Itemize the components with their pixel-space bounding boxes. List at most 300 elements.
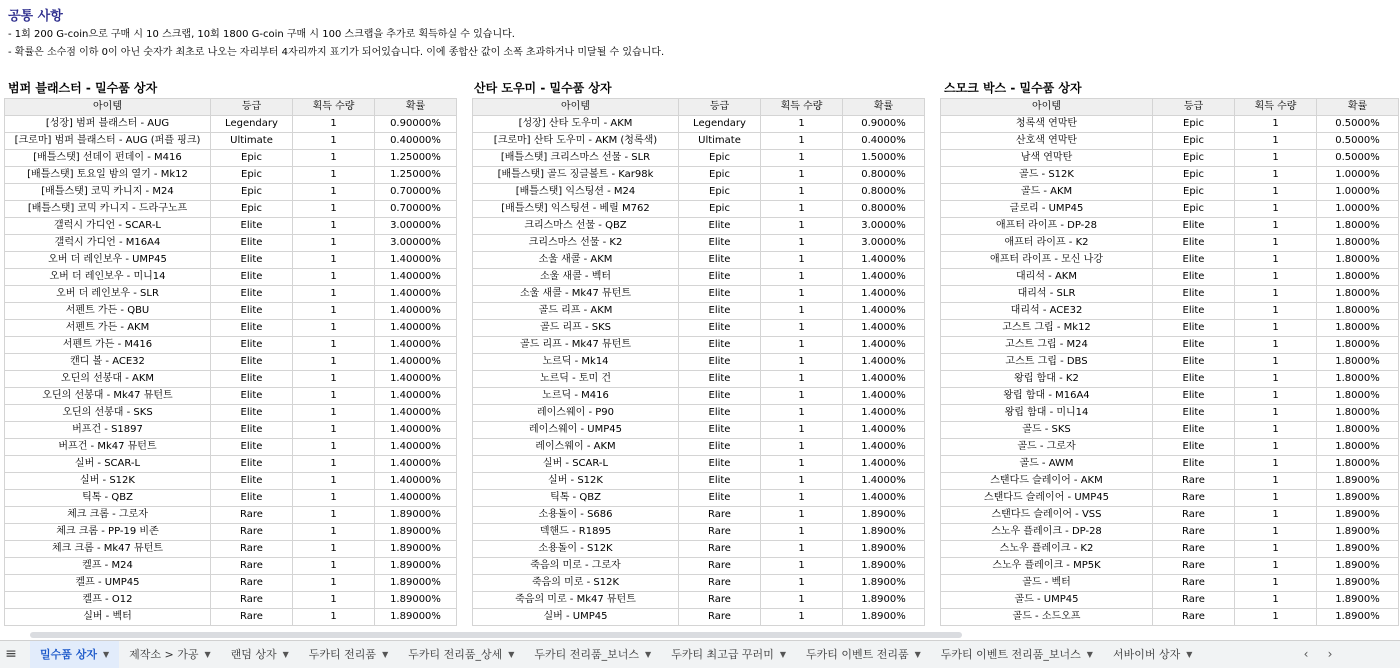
cell-probability[interactable]: 1.0000%	[1317, 167, 1399, 184]
cell-item[interactable]: 서펜트 가든 - AKM	[5, 320, 211, 337]
cell-grade[interactable]: Elite	[1153, 388, 1235, 405]
cell-probability[interactable]: 1.8900%	[843, 575, 925, 592]
cell-item[interactable]: 크리스마스 선물 - QBZ	[473, 218, 679, 235]
cell-item[interactable]: [배틀스탯] 익스팅션 - M24	[473, 184, 679, 201]
cell-probability[interactable]: 1.8900%	[843, 592, 925, 609]
cell-item[interactable]: 서펜트 가든 - QBU	[5, 303, 211, 320]
cell-item[interactable]: 골드 리프 - SKS	[473, 320, 679, 337]
cell-quantity[interactable]: 1	[293, 320, 375, 337]
cell-grade[interactable]: Elite	[211, 235, 293, 252]
cell-quantity[interactable]: 1	[293, 201, 375, 218]
cell-probability[interactable]: 1.25000%	[375, 167, 457, 184]
cell-quantity[interactable]: 1	[761, 371, 843, 388]
cell-grade[interactable]: Legendary	[679, 116, 761, 133]
cell-grade[interactable]: Ultimate	[211, 133, 293, 150]
cell-probability[interactable]: 1.8000%	[1317, 405, 1399, 422]
cell-quantity[interactable]: 1	[293, 507, 375, 524]
cell-item[interactable]: 스탠다드 슬레이어 - VSS	[941, 507, 1153, 524]
cell-probability[interactable]: 1.40000%	[375, 337, 457, 354]
cell-quantity[interactable]: 1	[761, 422, 843, 439]
cell-item[interactable]: 남색 연막탄	[941, 150, 1153, 167]
cell-quantity[interactable]: 1	[1235, 507, 1317, 524]
cell-item[interactable]: 버프건 - Mk47 뮤턴트	[5, 439, 211, 456]
cell-item[interactable]: 오버 더 레인보우 - 미니14	[5, 269, 211, 286]
cell-quantity[interactable]: 1	[293, 490, 375, 507]
cell-item[interactable]: 고스트 그립 - DBS	[941, 354, 1153, 371]
cell-probability[interactable]: 1.40000%	[375, 439, 457, 456]
cell-probability[interactable]: 1.40000%	[375, 473, 457, 490]
cell-grade[interactable]: Rare	[1153, 524, 1235, 541]
cell-probability[interactable]: 1.40000%	[375, 371, 457, 388]
cell-probability[interactable]: 0.5000%	[1317, 116, 1399, 133]
cell-quantity[interactable]: 1	[761, 303, 843, 320]
cell-quantity[interactable]: 1	[1235, 609, 1317, 626]
cell-quantity[interactable]: 1	[1235, 541, 1317, 558]
cell-grade[interactable]: Elite	[679, 320, 761, 337]
cell-grade[interactable]: Elite	[211, 405, 293, 422]
cell-grade[interactable]: Epic	[1153, 150, 1235, 167]
cell-grade[interactable]: Epic	[1153, 133, 1235, 150]
cell-grade[interactable]: Elite	[211, 388, 293, 405]
cell-probability[interactable]: 0.70000%	[375, 201, 457, 218]
cell-item[interactable]: 체크 크롬 - Mk47 뮤턴트	[5, 541, 211, 558]
cell-grade[interactable]: Legendary	[211, 116, 293, 133]
cell-grade[interactable]: Elite	[211, 456, 293, 473]
cell-probability[interactable]: 0.8000%	[843, 201, 925, 218]
cell-grade[interactable]: Rare	[211, 575, 293, 592]
cell-item[interactable]: 글로리 - UMP45	[941, 201, 1153, 218]
cell-item[interactable]: 애프터 라이프 - DP-28	[941, 218, 1153, 235]
cell-quantity[interactable]: 1	[293, 541, 375, 558]
cell-item[interactable]: [성장] 범퍼 블래스터 - AUG	[5, 116, 211, 133]
cell-item[interactable]: 대리석 - SLR	[941, 286, 1153, 303]
cell-probability[interactable]: 1.4000%	[843, 269, 925, 286]
cell-grade[interactable]: Epic	[211, 184, 293, 201]
cell-quantity[interactable]: 1	[293, 150, 375, 167]
cell-quantity[interactable]: 1	[761, 524, 843, 541]
cell-grade[interactable]: Epic	[211, 150, 293, 167]
cell-grade[interactable]: Elite	[1153, 235, 1235, 252]
cell-item[interactable]: 골드 리프 - Mk47 뮤턴트	[473, 337, 679, 354]
cell-probability[interactable]: 1.8000%	[1317, 286, 1399, 303]
cell-quantity[interactable]: 1	[761, 133, 843, 150]
cell-item[interactable]: 크리스마스 선물 - K2	[473, 235, 679, 252]
cell-grade[interactable]: Rare	[679, 558, 761, 575]
cell-grade[interactable]: Elite	[211, 337, 293, 354]
cell-quantity[interactable]: 1	[293, 473, 375, 490]
cell-grade[interactable]: Rare	[679, 592, 761, 609]
cell-grade[interactable]: Elite	[679, 218, 761, 235]
cell-grade[interactable]: Elite	[211, 473, 293, 490]
chevron-right-icon[interactable]: ›	[1327, 647, 1333, 661]
cell-item[interactable]: 골드 - AWM	[941, 456, 1153, 473]
cell-grade[interactable]: Rare	[211, 524, 293, 541]
cell-item[interactable]: [배틀스탯] 골드 징글볼트 - Kar98k	[473, 167, 679, 184]
cell-probability[interactable]: 1.4000%	[843, 354, 925, 371]
cell-grade[interactable]: Elite	[211, 354, 293, 371]
cell-probability[interactable]: 1.8000%	[1317, 269, 1399, 286]
cell-probability[interactable]: 1.8900%	[1317, 558, 1399, 575]
cell-item[interactable]: 레이스웨이 - UMP45	[473, 422, 679, 439]
caret-down-icon[interactable]: ▼	[779, 650, 786, 659]
cell-item[interactable]: 틱톡 - QBZ	[5, 490, 211, 507]
cell-probability[interactable]: 1.8000%	[1317, 337, 1399, 354]
cell-item[interactable]: 오버 더 레인보우 - SLR	[5, 286, 211, 303]
cell-quantity[interactable]: 1	[761, 235, 843, 252]
cell-probability[interactable]: 1.4000%	[843, 388, 925, 405]
cell-grade[interactable]: Epic	[211, 201, 293, 218]
cell-probability[interactable]: 0.9000%	[843, 116, 925, 133]
cell-probability[interactable]: 1.8900%	[1317, 609, 1399, 626]
cell-quantity[interactable]: 1	[1235, 405, 1317, 422]
cell-grade[interactable]: Rare	[1153, 609, 1235, 626]
cell-quantity[interactable]: 1	[1235, 575, 1317, 592]
cell-grade[interactable]: Elite	[211, 490, 293, 507]
cell-grade[interactable]: Elite	[211, 422, 293, 439]
cell-quantity[interactable]: 1	[1235, 524, 1317, 541]
cell-quantity[interactable]: 1	[293, 592, 375, 609]
caret-down-icon[interactable]: ▼	[914, 650, 921, 659]
cell-quantity[interactable]: 1	[1235, 354, 1317, 371]
cell-probability[interactable]: 1.8900%	[843, 558, 925, 575]
cell-item[interactable]: 덱핸드 - R1895	[473, 524, 679, 541]
cell-quantity[interactable]: 1	[1235, 371, 1317, 388]
cell-item[interactable]: 오딘의 선봉대 - Mk47 뮤턴트	[5, 388, 211, 405]
cell-quantity[interactable]: 1	[293, 371, 375, 388]
cell-probability[interactable]: 1.8900%	[843, 609, 925, 626]
cell-grade[interactable]: Elite	[679, 456, 761, 473]
cell-item[interactable]: 대리석 - AKM	[941, 269, 1153, 286]
cell-probability[interactable]: 1.8000%	[1317, 388, 1399, 405]
cell-grade[interactable]: Elite	[1153, 269, 1235, 286]
cell-quantity[interactable]: 1	[761, 167, 843, 184]
cell-item[interactable]: 오딘의 선봉대 - SKS	[5, 405, 211, 422]
cell-item[interactable]: [배틀스탯] 익스팅션 - 베릴 M762	[473, 201, 679, 218]
cell-item[interactable]: 골드 - S12K	[941, 167, 1153, 184]
cell-grade[interactable]: Elite	[1153, 439, 1235, 456]
cell-grade[interactable]: Elite	[1153, 218, 1235, 235]
cell-probability[interactable]: 3.00000%	[375, 218, 457, 235]
cell-item[interactable]: 왕립 함대 - M16A4	[941, 388, 1153, 405]
sheet-tab[interactable]	[299, 641, 398, 668]
cell-item[interactable]: 죽음의 미로 - S12K	[473, 575, 679, 592]
cell-probability[interactable]: 1.8900%	[843, 507, 925, 524]
cell-probability[interactable]: 1.25000%	[375, 150, 457, 167]
cell-grade[interactable]: Rare	[1153, 507, 1235, 524]
cell-item[interactable]: 왕립 함대 - K2	[941, 371, 1153, 388]
sheet-tab[interactable]	[524, 641, 661, 668]
cell-probability[interactable]: 1.40000%	[375, 422, 457, 439]
cell-quantity[interactable]: 1	[293, 167, 375, 184]
cell-item[interactable]: 소울 새콜 - 벡터	[473, 269, 679, 286]
cell-item[interactable]: 실버 - S12K	[473, 473, 679, 490]
cell-grade[interactable]: Elite	[679, 354, 761, 371]
cell-grade[interactable]: Rare	[1153, 558, 1235, 575]
cell-item[interactable]: 골드 - 벡터	[941, 575, 1153, 592]
cell-probability[interactable]: 1.8900%	[1317, 473, 1399, 490]
cell-quantity[interactable]: 1	[761, 439, 843, 456]
cell-item[interactable]: 실버 - S12K	[5, 473, 211, 490]
cell-quantity[interactable]: 1	[293, 609, 375, 626]
cell-grade[interactable]: Rare	[1153, 541, 1235, 558]
cell-grade[interactable]: Elite	[1153, 252, 1235, 269]
cell-probability[interactable]: 1.8000%	[1317, 354, 1399, 371]
cell-grade[interactable]: Elite	[1153, 405, 1235, 422]
cell-grade[interactable]: Elite	[679, 473, 761, 490]
cell-quantity[interactable]: 1	[293, 116, 375, 133]
cell-item[interactable]: 버프건 - S1897	[5, 422, 211, 439]
cell-item[interactable]: 켈프 - O12	[5, 592, 211, 609]
cell-item[interactable]: 캔디 볼 - ACE32	[5, 354, 211, 371]
cell-grade[interactable]: Elite	[211, 252, 293, 269]
cell-probability[interactable]: 1.89000%	[375, 558, 457, 575]
cell-grade[interactable]: Elite	[1153, 354, 1235, 371]
cell-grade[interactable]: Epic	[211, 167, 293, 184]
cell-probability[interactable]: 1.40000%	[375, 354, 457, 371]
sheet-tab[interactable]	[661, 641, 796, 668]
cell-probability[interactable]: 0.8000%	[843, 167, 925, 184]
cell-grade[interactable]: Elite	[1153, 320, 1235, 337]
cell-item[interactable]: 스노우 플레이크 - K2	[941, 541, 1153, 558]
cell-quantity[interactable]: 1	[293, 184, 375, 201]
sheet-tab[interactable]	[931, 641, 1103, 668]
cell-quantity[interactable]: 1	[761, 473, 843, 490]
cell-probability[interactable]: 1.4000%	[843, 303, 925, 320]
cell-quantity[interactable]: 1	[761, 609, 843, 626]
cell-quantity[interactable]: 1	[1235, 133, 1317, 150]
cell-probability[interactable]: 1.4000%	[843, 439, 925, 456]
cell-item[interactable]: 애프터 라이프 - 모신 나강	[941, 252, 1153, 269]
cell-quantity[interactable]: 1	[293, 252, 375, 269]
cell-item[interactable]: 갤럭시 가디언 - SCAR-L	[5, 218, 211, 235]
cell-quantity[interactable]: 1	[293, 235, 375, 252]
cell-probability[interactable]: 1.4000%	[843, 252, 925, 269]
cell-quantity[interactable]: 1	[761, 337, 843, 354]
cell-grade[interactable]: Rare	[211, 558, 293, 575]
cell-quantity[interactable]: 1	[1235, 422, 1317, 439]
cell-quantity[interactable]: 1	[1235, 201, 1317, 218]
cell-quantity[interactable]: 1	[1235, 388, 1317, 405]
cell-item[interactable]: 골드 - 그로자	[941, 439, 1153, 456]
caret-down-icon[interactable]: ▼	[102, 650, 110, 659]
cell-grade[interactable]: Elite	[679, 303, 761, 320]
cell-quantity[interactable]: 1	[1235, 235, 1317, 252]
cell-grade[interactable]: Elite	[211, 269, 293, 286]
cell-probability[interactable]: 0.5000%	[1317, 133, 1399, 150]
cell-probability[interactable]: 1.8000%	[1317, 235, 1399, 252]
horizontal-scrollbar[interactable]	[30, 632, 962, 638]
sheet-tab[interactable]	[119, 641, 221, 668]
cell-quantity[interactable]: 1	[1235, 269, 1317, 286]
caret-down-icon[interactable]: ▼	[508, 650, 515, 659]
chevron-left-icon[interactable]: ‹	[1303, 647, 1309, 661]
cell-item[interactable]: [배틀스탯] 크리스마스 선물 - SLR	[473, 150, 679, 167]
cell-quantity[interactable]: 1	[761, 218, 843, 235]
cell-grade[interactable]: Rare	[211, 541, 293, 558]
cell-item[interactable]: 실버 - SCAR-L	[5, 456, 211, 473]
cell-quantity[interactable]: 1	[761, 558, 843, 575]
cell-grade[interactable]: Elite	[211, 218, 293, 235]
cell-grade[interactable]: Rare	[679, 575, 761, 592]
cell-quantity[interactable]: 1	[293, 303, 375, 320]
cell-item[interactable]: 노르딕 - Mk14	[473, 354, 679, 371]
cell-quantity[interactable]: 1	[293, 269, 375, 286]
cell-item[interactable]: [크로마] 범퍼 블래스터 - AUG (퍼플 핑크)	[5, 133, 211, 150]
menu-icon[interactable]: ≡	[5, 646, 17, 662]
cell-probability[interactable]: 1.8000%	[1317, 303, 1399, 320]
cell-quantity[interactable]: 1	[1235, 592, 1317, 609]
cell-grade[interactable]: Epic	[1153, 116, 1235, 133]
cell-probability[interactable]: 1.8900%	[843, 524, 925, 541]
cell-grade[interactable]: Rare	[679, 609, 761, 626]
cell-quantity[interactable]: 1	[1235, 150, 1317, 167]
cell-quantity[interactable]: 1	[761, 575, 843, 592]
cell-grade[interactable]: Elite	[1153, 337, 1235, 354]
cell-probability[interactable]: 1.40000%	[375, 269, 457, 286]
cell-item[interactable]: 오딘의 선봉대 - AKM	[5, 371, 211, 388]
cell-probability[interactable]: 0.70000%	[375, 184, 457, 201]
cell-item[interactable]: 체크 크롬 - 그로자	[5, 507, 211, 524]
cell-item[interactable]: 골드 - 소드오프	[941, 609, 1153, 626]
cell-grade[interactable]: Epic	[1153, 167, 1235, 184]
cell-grade[interactable]: Elite	[1153, 286, 1235, 303]
cell-grade[interactable]: Elite	[1153, 456, 1235, 473]
cell-probability[interactable]: 3.0000%	[843, 218, 925, 235]
cell-item[interactable]: 애프터 라이프 - K2	[941, 235, 1153, 252]
cell-grade[interactable]: Epic	[679, 167, 761, 184]
cell-item[interactable]: 청록색 연막탄	[941, 116, 1153, 133]
sheet-tab[interactable]	[1103, 641, 1202, 668]
cell-probability[interactable]: 0.90000%	[375, 116, 457, 133]
cell-grade[interactable]: Elite	[679, 337, 761, 354]
cell-item[interactable]: 레이스웨이 - AKM	[473, 439, 679, 456]
cell-grade[interactable]: Rare	[1153, 473, 1235, 490]
cell-grade[interactable]: Elite	[1153, 371, 1235, 388]
cell-grade[interactable]: Rare	[1153, 490, 1235, 507]
cell-item[interactable]: 체크 크롬 - PP-19 비존	[5, 524, 211, 541]
cell-item[interactable]: [성장] 산타 도우미 - AKM	[473, 116, 679, 133]
sheet-tab[interactable]	[398, 641, 524, 668]
cell-probability[interactable]: 1.89000%	[375, 592, 457, 609]
caret-down-icon[interactable]: ▼	[382, 650, 389, 659]
cell-probability[interactable]: 1.40000%	[375, 456, 457, 473]
cell-item[interactable]: 서펜트 가든 - M416	[5, 337, 211, 354]
cell-probability[interactable]: 1.8900%	[1317, 524, 1399, 541]
cell-grade[interactable]: Elite	[211, 303, 293, 320]
cell-grade[interactable]: Elite	[679, 235, 761, 252]
cell-quantity[interactable]: 1	[1235, 473, 1317, 490]
cell-item[interactable]: 골드 - UMP45	[941, 592, 1153, 609]
cell-grade[interactable]: Elite	[679, 371, 761, 388]
cell-item[interactable]: 실버 - SCAR-L	[473, 456, 679, 473]
cell-item[interactable]: [배틀스탯] 코믹 카니지 - M24	[5, 184, 211, 201]
cell-grade[interactable]: Elite	[211, 320, 293, 337]
cell-probability[interactable]: 1.0000%	[1317, 184, 1399, 201]
cell-quantity[interactable]: 1	[293, 405, 375, 422]
cell-item[interactable]: 스탠다드 슬레이어 - AKM	[941, 473, 1153, 490]
sheet-tab[interactable]	[30, 641, 119, 668]
cell-quantity[interactable]: 1	[761, 541, 843, 558]
cell-probability[interactable]: 1.40000%	[375, 405, 457, 422]
sheet-tab[interactable]	[796, 641, 931, 668]
cell-quantity[interactable]: 1	[761, 116, 843, 133]
cell-grade[interactable]: Rare	[211, 507, 293, 524]
cell-grade[interactable]: Elite	[211, 286, 293, 303]
cell-item[interactable]: 왕립 함대 - 미니14	[941, 405, 1153, 422]
cell-probability[interactable]: 1.8000%	[1317, 252, 1399, 269]
cell-probability[interactable]: 1.89000%	[375, 524, 457, 541]
cell-quantity[interactable]: 1	[1235, 286, 1317, 303]
cell-quantity[interactable]: 1	[293, 524, 375, 541]
cell-quantity[interactable]: 1	[293, 388, 375, 405]
cell-probability[interactable]: 1.4000%	[843, 456, 925, 473]
cell-probability[interactable]: 1.8900%	[1317, 507, 1399, 524]
cell-item[interactable]: 소울 새콜 - Mk47 뮤턴트	[473, 286, 679, 303]
cell-grade[interactable]: Ultimate	[679, 133, 761, 150]
cell-grade[interactable]: Elite	[679, 286, 761, 303]
cell-probability[interactable]: 1.40000%	[375, 320, 457, 337]
cell-probability[interactable]: 1.40000%	[375, 388, 457, 405]
cell-item[interactable]: [배틀스탯] 선데이 펀데이 - M416	[5, 150, 211, 167]
cell-probability[interactable]: 1.89000%	[375, 541, 457, 558]
cell-quantity[interactable]: 1	[761, 405, 843, 422]
cell-probability[interactable]: 0.4000%	[843, 133, 925, 150]
cell-grade[interactable]: Rare	[1153, 592, 1235, 609]
cell-grade[interactable]: Epic	[679, 201, 761, 218]
cell-item[interactable]: 산호색 연막탄	[941, 133, 1153, 150]
cell-probability[interactable]: 1.8900%	[1317, 541, 1399, 558]
cell-probability[interactable]: 1.8000%	[1317, 422, 1399, 439]
cell-quantity[interactable]: 1	[1235, 490, 1317, 507]
cell-grade[interactable]: Elite	[679, 405, 761, 422]
cell-grade[interactable]: Rare	[679, 524, 761, 541]
cell-probability[interactable]: 1.8900%	[1317, 575, 1399, 592]
cell-quantity[interactable]: 1	[761, 354, 843, 371]
cell-grade[interactable]: Rare	[1153, 575, 1235, 592]
cell-item[interactable]: 소용돌이 - S686	[473, 507, 679, 524]
cell-quantity[interactable]: 1	[1235, 303, 1317, 320]
cell-quantity[interactable]: 1	[761, 507, 843, 524]
cell-grade[interactable]: Elite	[211, 439, 293, 456]
cell-quantity[interactable]: 1	[1235, 252, 1317, 269]
cell-probability[interactable]: 1.8000%	[1317, 320, 1399, 337]
cell-grade[interactable]: Elite	[679, 422, 761, 439]
cell-quantity[interactable]: 1	[1235, 337, 1317, 354]
cell-quantity[interactable]: 1	[761, 150, 843, 167]
cell-item[interactable]: 레이스웨이 - P90	[473, 405, 679, 422]
cell-quantity[interactable]: 1	[1235, 218, 1317, 235]
cell-item[interactable]: 고스트 그립 - M24	[941, 337, 1153, 354]
cell-quantity[interactable]: 1	[1235, 116, 1317, 133]
cell-grade[interactable]: Elite	[679, 439, 761, 456]
cell-probability[interactable]: 1.4000%	[843, 473, 925, 490]
cell-quantity[interactable]: 1	[1235, 320, 1317, 337]
cell-probability[interactable]: 1.8900%	[843, 541, 925, 558]
cell-probability[interactable]: 1.8000%	[1317, 456, 1399, 473]
cell-probability[interactable]: 1.5000%	[843, 150, 925, 167]
cell-item[interactable]: 스탠다드 슬레이어 - UMP45	[941, 490, 1153, 507]
cell-probability[interactable]: 1.8900%	[1317, 592, 1399, 609]
cell-grade[interactable]: Epic	[679, 150, 761, 167]
caret-down-icon[interactable]: ▼	[204, 650, 211, 659]
cell-grade[interactable]: Epic	[679, 184, 761, 201]
cell-item[interactable]: 노르딕 - 토미 건	[473, 371, 679, 388]
cell-grade[interactable]: Elite	[679, 269, 761, 286]
cell-probability[interactable]: 1.8900%	[1317, 490, 1399, 507]
cell-item[interactable]: 노르딕 - M416	[473, 388, 679, 405]
cell-item[interactable]: 갤럭시 가디언 - M16A4	[5, 235, 211, 252]
cell-probability[interactable]: 1.40000%	[375, 252, 457, 269]
